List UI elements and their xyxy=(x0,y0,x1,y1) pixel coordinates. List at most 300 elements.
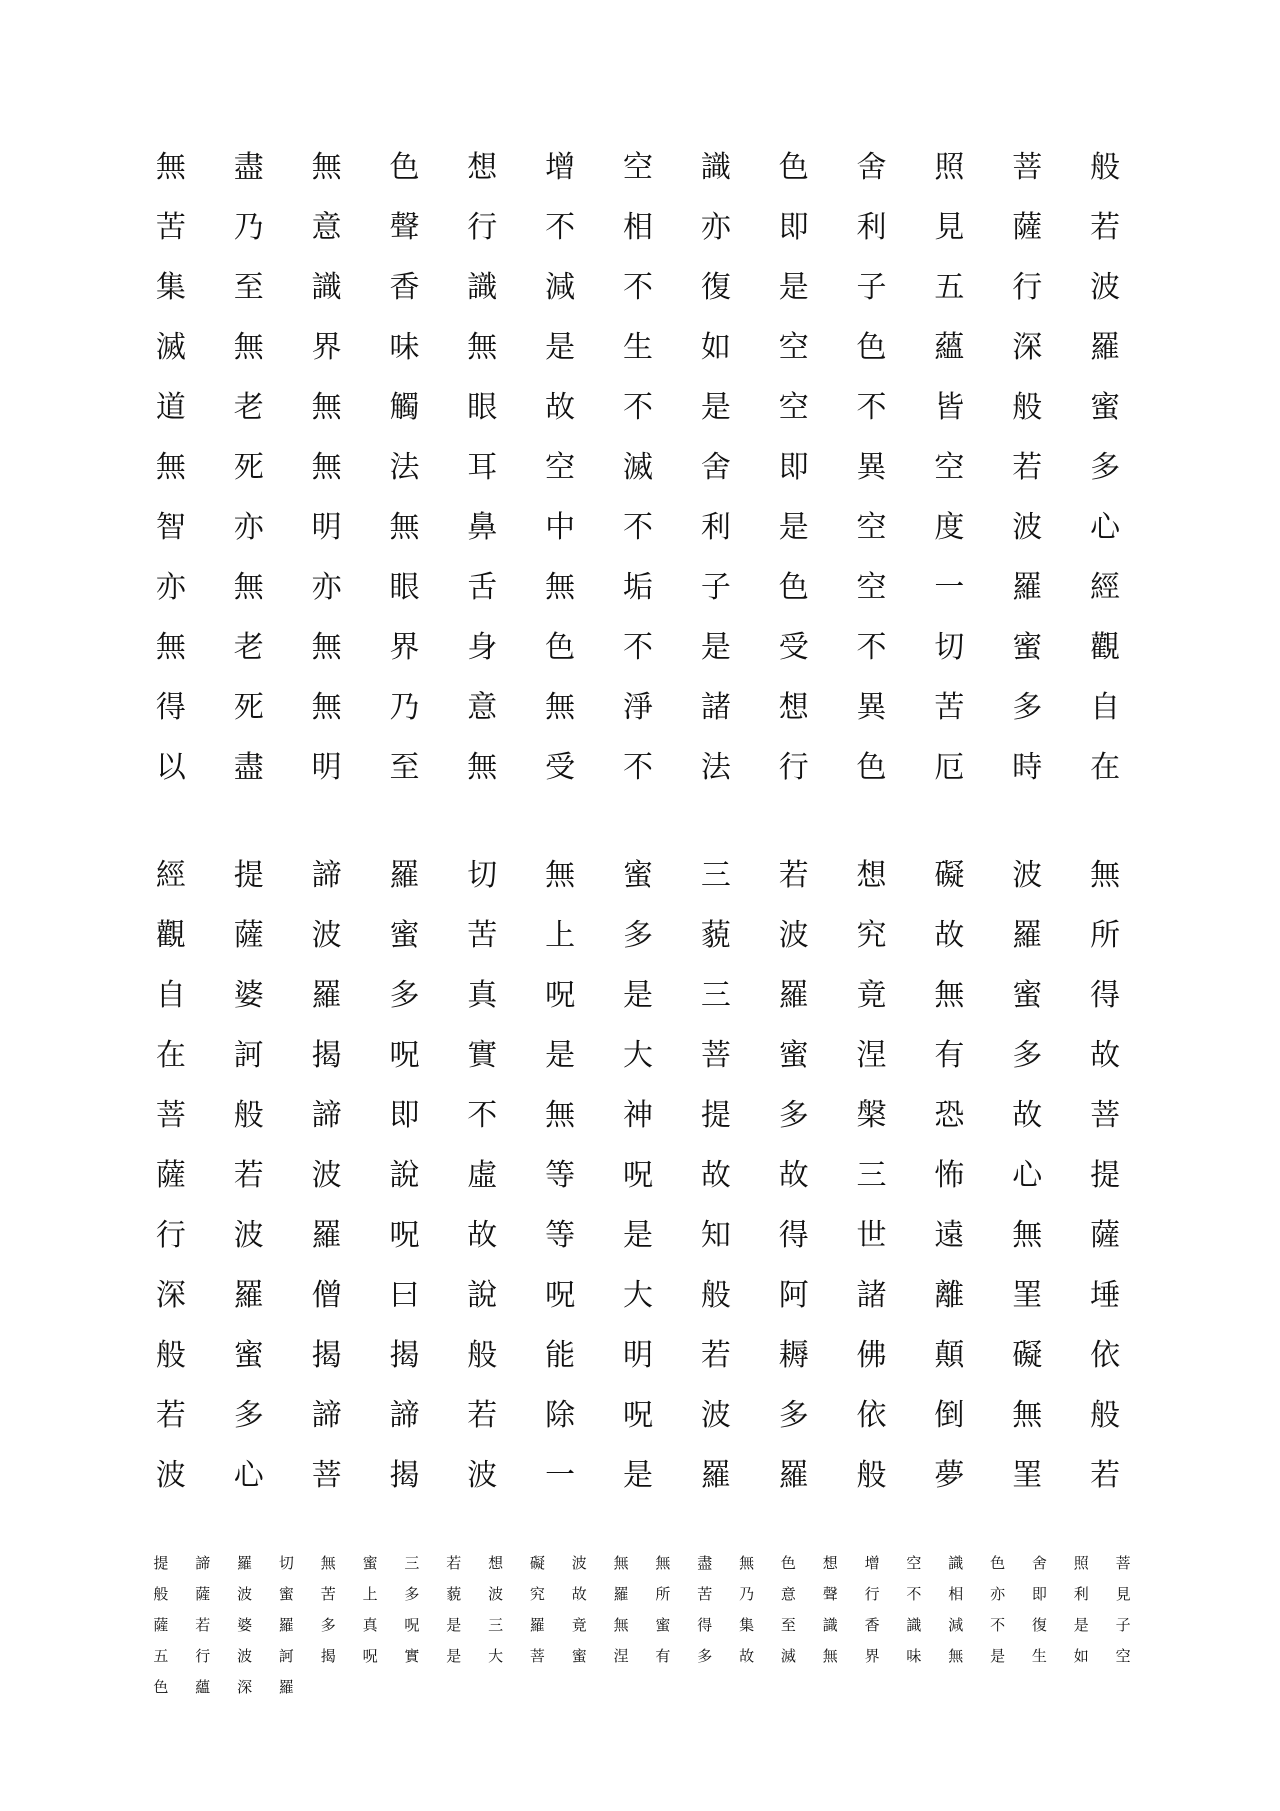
character: 涅 xyxy=(613,1647,629,1665)
character: 明 xyxy=(622,1338,653,1373)
character: 諸 xyxy=(700,690,731,725)
character: 三 xyxy=(404,1554,420,1572)
character: 波 xyxy=(237,1647,253,1665)
character: 無 xyxy=(822,1647,838,1665)
character: 度 xyxy=(934,510,965,545)
character: 實 xyxy=(467,1038,498,1073)
character: 羅 xyxy=(1090,330,1121,365)
character: 波 xyxy=(237,1585,253,1603)
character: 世 xyxy=(856,1218,887,1253)
character: 竟 xyxy=(571,1616,587,1634)
character: 提 xyxy=(1090,1158,1121,1193)
character: 識 xyxy=(311,270,342,305)
character: 空 xyxy=(778,390,809,425)
character: 虛 xyxy=(467,1158,498,1193)
character: 無 xyxy=(155,450,186,485)
character: 無 xyxy=(1090,858,1121,893)
character: 受 xyxy=(778,630,809,665)
character: 無 xyxy=(613,1616,629,1634)
character: 苦 xyxy=(155,210,186,245)
character: 多 xyxy=(778,1398,809,1433)
character: 是 xyxy=(700,630,731,665)
character: 舌 xyxy=(467,570,498,605)
text-grid-small xyxy=(140,1548,1144,1703)
character: 蜜 xyxy=(278,1585,294,1603)
character: 倒 xyxy=(934,1398,965,1433)
character: 識 xyxy=(822,1616,838,1634)
character: 無 xyxy=(311,150,342,185)
character: 蜜 xyxy=(233,1338,264,1373)
character: 盡 xyxy=(697,1554,713,1572)
character: 諦 xyxy=(195,1554,211,1572)
character: 無 xyxy=(1012,1218,1043,1253)
character: 垢 xyxy=(622,570,653,605)
character: 提 xyxy=(153,1554,169,1572)
character: 多 xyxy=(404,1585,420,1603)
character: 增 xyxy=(545,150,576,185)
character: 法 xyxy=(389,450,420,485)
text-grid-large-bottom xyxy=(132,846,1144,1506)
character: 等 xyxy=(545,1158,576,1193)
character: 自 xyxy=(155,978,186,1013)
character: 蜜 xyxy=(1012,630,1043,665)
character: 揭 xyxy=(320,1647,336,1665)
character: 聲 xyxy=(822,1585,838,1603)
character: 色 xyxy=(780,1554,796,1572)
character: 無 xyxy=(545,858,576,893)
character: 有 xyxy=(655,1647,671,1665)
character: 夢 xyxy=(934,1458,965,1493)
character: 無 xyxy=(155,630,186,665)
character: 無 xyxy=(233,330,264,365)
character: 不 xyxy=(622,270,653,305)
character: 得 xyxy=(155,690,186,725)
character: 亦 xyxy=(155,570,186,605)
character: 在 xyxy=(155,1038,186,1073)
character: 見 xyxy=(1115,1585,1131,1603)
character: 波 xyxy=(1012,858,1043,893)
character: 無 xyxy=(739,1554,755,1572)
character: 諦 xyxy=(311,858,342,893)
character: 罣 xyxy=(1012,1458,1043,1493)
character: 故 xyxy=(934,918,965,953)
character: 利 xyxy=(700,510,731,545)
character: 想 xyxy=(488,1554,504,1572)
character: 顛 xyxy=(934,1338,965,1373)
character: 子 xyxy=(1115,1616,1131,1634)
character: 行 xyxy=(864,1585,880,1603)
character: 波 xyxy=(1090,270,1121,305)
character: 知 xyxy=(700,1218,731,1253)
character: 無 xyxy=(311,630,342,665)
character: 切 xyxy=(278,1554,294,1572)
character: 想 xyxy=(822,1554,838,1572)
character: 不 xyxy=(622,750,653,785)
character: 得 xyxy=(697,1616,713,1634)
character: 呪 xyxy=(404,1616,420,1634)
character: 是 xyxy=(700,390,731,425)
character: 乃 xyxy=(389,690,420,725)
character: 色 xyxy=(990,1554,1006,1572)
character: 羅 xyxy=(778,978,809,1013)
character: 想 xyxy=(778,690,809,725)
character: 羅 xyxy=(311,978,342,1013)
character: 照 xyxy=(934,150,965,185)
character: 厄 xyxy=(934,750,965,785)
character: 無 xyxy=(311,390,342,425)
character: 若 xyxy=(155,1398,186,1433)
character: 諸 xyxy=(856,1278,887,1313)
character: 若 xyxy=(233,1158,264,1193)
character: 波 xyxy=(488,1585,504,1603)
character: 所 xyxy=(1090,918,1121,953)
character: 不 xyxy=(545,210,576,245)
character: 諦 xyxy=(311,1398,342,1433)
character: 羅 xyxy=(278,1678,294,1696)
character: 受 xyxy=(545,750,576,785)
character: 空 xyxy=(934,450,965,485)
character: 說 xyxy=(467,1278,498,1313)
character: 僧 xyxy=(311,1278,342,1313)
character: 多 xyxy=(1090,450,1121,485)
character: 般 xyxy=(233,1098,264,1133)
character: 時 xyxy=(1012,750,1043,785)
character: 淨 xyxy=(622,690,653,725)
character: 色 xyxy=(153,1678,169,1696)
character: 等 xyxy=(545,1218,576,1253)
character: 薩 xyxy=(155,1158,186,1193)
character: 礙 xyxy=(934,858,965,893)
character: 老 xyxy=(233,630,264,665)
character: 多 xyxy=(1012,690,1043,725)
character: 除 xyxy=(545,1398,576,1433)
character: 諦 xyxy=(311,1098,342,1133)
character: 子 xyxy=(856,270,887,305)
character: 呪 xyxy=(545,1278,576,1313)
character: 空 xyxy=(1115,1647,1131,1665)
character: 得 xyxy=(1090,978,1121,1013)
character: 蜜 xyxy=(1090,390,1121,425)
character: 提 xyxy=(233,858,264,893)
character: 至 xyxy=(780,1616,796,1634)
character: 色 xyxy=(856,330,887,365)
character: 相 xyxy=(948,1585,964,1603)
character: 盡 xyxy=(233,750,264,785)
character: 苦 xyxy=(467,918,498,953)
character: 若 xyxy=(195,1616,211,1634)
character: 深 xyxy=(155,1278,186,1313)
character: 界 xyxy=(864,1647,880,1665)
character: 心 xyxy=(1090,510,1121,545)
character: 無 xyxy=(545,570,576,605)
character: 蜜 xyxy=(571,1647,587,1665)
character: 增 xyxy=(864,1554,880,1572)
character: 無 xyxy=(655,1554,671,1572)
character: 曰 xyxy=(389,1278,420,1313)
character: 所 xyxy=(655,1585,671,1603)
character: 眼 xyxy=(467,390,498,425)
character: 苦 xyxy=(320,1585,336,1603)
character: 滅 xyxy=(155,330,186,365)
character: 薩 xyxy=(1012,210,1043,245)
character: 訶 xyxy=(278,1647,294,1665)
character: 無 xyxy=(545,1098,576,1133)
character: 蜜 xyxy=(1012,978,1043,1013)
character: 經 xyxy=(1090,570,1121,605)
character: 異 xyxy=(856,450,887,485)
character: 色 xyxy=(389,150,420,185)
character: 竟 xyxy=(856,978,887,1013)
character: 恐 xyxy=(934,1098,965,1133)
character: 行 xyxy=(778,750,809,785)
character: 呪 xyxy=(389,1038,420,1073)
character: 三 xyxy=(700,858,731,893)
character: 行 xyxy=(1012,270,1043,305)
character: 三 xyxy=(488,1616,504,1634)
character: 觀 xyxy=(155,918,186,953)
character: 薩 xyxy=(233,918,264,953)
character: 羅 xyxy=(700,1458,731,1493)
character: 即 xyxy=(778,210,809,245)
character: 色 xyxy=(856,750,887,785)
character: 亦 xyxy=(990,1585,1006,1603)
character: 波 xyxy=(571,1554,587,1572)
character: 苦 xyxy=(934,690,965,725)
character: 減 xyxy=(545,270,576,305)
character: 聲 xyxy=(389,210,420,245)
character: 罣 xyxy=(1012,1278,1043,1313)
character: 利 xyxy=(856,210,887,245)
character: 如 xyxy=(700,330,731,365)
character: 上 xyxy=(545,918,576,953)
character: 蜜 xyxy=(389,918,420,953)
character: 羅 xyxy=(233,1278,264,1313)
character: 波 xyxy=(1012,510,1043,545)
character: 是 xyxy=(545,330,576,365)
character: 般 xyxy=(700,1278,731,1313)
character: 行 xyxy=(155,1218,186,1253)
character: 五 xyxy=(934,270,965,305)
character: 死 xyxy=(233,690,264,725)
character: 菩 xyxy=(155,1098,186,1133)
character: 無 xyxy=(545,690,576,725)
character: 一 xyxy=(545,1458,576,1493)
character: 能 xyxy=(545,1338,576,1373)
character: 薩 xyxy=(1090,1218,1121,1253)
character: 道 xyxy=(155,390,186,425)
character: 中 xyxy=(545,510,576,545)
character: 埵 xyxy=(1090,1278,1121,1313)
char-grid xyxy=(132,846,1144,1506)
character: 若 xyxy=(778,858,809,893)
character: 羅 xyxy=(278,1616,294,1634)
character: 多 xyxy=(778,1098,809,1133)
character: 波 xyxy=(233,1218,264,1253)
character: 大 xyxy=(488,1647,504,1665)
character: 集 xyxy=(155,270,186,305)
character: 即 xyxy=(1031,1585,1047,1603)
character: 乃 xyxy=(739,1585,755,1603)
character: 界 xyxy=(389,630,420,665)
character: 礙 xyxy=(1012,1338,1043,1373)
character: 子 xyxy=(700,570,731,605)
character: 般 xyxy=(155,1338,186,1373)
character: 蜜 xyxy=(362,1554,378,1572)
character: 味 xyxy=(389,330,420,365)
character: 集 xyxy=(739,1616,755,1634)
character: 盡 xyxy=(233,150,264,185)
character: 識 xyxy=(700,150,731,185)
character: 多 xyxy=(697,1647,713,1665)
character: 多 xyxy=(320,1616,336,1634)
character: 亦 xyxy=(700,210,731,245)
character: 無 xyxy=(311,450,342,485)
character: 婆 xyxy=(233,978,264,1013)
character: 觀 xyxy=(1090,630,1121,665)
character: 即 xyxy=(389,1098,420,1133)
character: 故 xyxy=(571,1585,587,1603)
character: 至 xyxy=(233,270,264,305)
character: 揭 xyxy=(389,1458,420,1493)
character: 蘊 xyxy=(195,1678,211,1696)
character: 波 xyxy=(700,1398,731,1433)
character: 不 xyxy=(622,510,653,545)
character: 般 xyxy=(856,1458,887,1493)
character: 意 xyxy=(780,1585,796,1603)
character: 說 xyxy=(389,1158,420,1193)
character: 是 xyxy=(545,1038,576,1073)
character: 眼 xyxy=(389,570,420,605)
character: 空 xyxy=(622,150,653,185)
character: 揭 xyxy=(311,1338,342,1373)
character: 菩 xyxy=(1012,150,1043,185)
character: 多 xyxy=(389,978,420,1013)
character: 蜜 xyxy=(778,1038,809,1073)
character: 無 xyxy=(389,510,420,545)
character: 是 xyxy=(1073,1616,1089,1634)
character: 若 xyxy=(1012,450,1043,485)
character: 般 xyxy=(153,1585,169,1603)
character: 蜜 xyxy=(655,1616,671,1634)
character: 菩 xyxy=(700,1038,731,1073)
character: 法 xyxy=(700,750,731,785)
character: 是 xyxy=(778,270,809,305)
character: 呪 xyxy=(389,1218,420,1253)
character: 心 xyxy=(1012,1158,1043,1193)
character: 滅 xyxy=(622,450,653,485)
character: 般 xyxy=(1012,390,1043,425)
character: 無 xyxy=(467,750,498,785)
character: 多 xyxy=(622,918,653,953)
character: 切 xyxy=(467,858,498,893)
character: 識 xyxy=(948,1554,964,1572)
character: 明 xyxy=(311,750,342,785)
character: 波 xyxy=(155,1458,186,1493)
character: 心 xyxy=(233,1458,264,1493)
character: 真 xyxy=(362,1616,378,1634)
character: 究 xyxy=(529,1585,545,1603)
character: 舍 xyxy=(856,150,887,185)
character: 滅 xyxy=(780,1647,796,1665)
character: 蘊 xyxy=(934,330,965,365)
character: 呪 xyxy=(545,978,576,1013)
character: 是 xyxy=(446,1647,462,1665)
character: 大 xyxy=(622,1278,653,1313)
character: 香 xyxy=(864,1616,880,1634)
character: 呪 xyxy=(622,1398,653,1433)
character: 究 xyxy=(856,918,887,953)
character: 薩 xyxy=(153,1616,169,1634)
character: 在 xyxy=(1090,750,1121,785)
character: 般 xyxy=(1090,1398,1121,1433)
character: 波 xyxy=(311,1158,342,1193)
character: 多 xyxy=(233,1398,264,1433)
character: 是 xyxy=(446,1616,462,1634)
character: 波 xyxy=(778,918,809,953)
character: 故 xyxy=(1012,1098,1043,1133)
character: 智 xyxy=(155,510,186,545)
character: 故 xyxy=(467,1218,498,1253)
char-grid xyxy=(140,1548,1144,1703)
character: 羅 xyxy=(529,1616,545,1634)
character: 羅 xyxy=(778,1458,809,1493)
character: 亦 xyxy=(233,510,264,545)
character: 故 xyxy=(700,1158,731,1193)
character: 阿 xyxy=(778,1278,809,1313)
character: 故 xyxy=(739,1647,755,1665)
character: 空 xyxy=(856,510,887,545)
character: 無 xyxy=(1012,1398,1043,1433)
character: 上 xyxy=(362,1585,378,1603)
character: 依 xyxy=(856,1398,887,1433)
character: 羅 xyxy=(237,1554,253,1572)
character: 故 xyxy=(545,390,576,425)
character: 無 xyxy=(613,1554,629,1572)
character: 菩 xyxy=(529,1647,545,1665)
character: 是 xyxy=(990,1647,1006,1665)
character: 經 xyxy=(155,858,186,893)
character: 以 xyxy=(155,750,186,785)
character: 羅 xyxy=(311,1218,342,1253)
character: 味 xyxy=(906,1647,922,1665)
character: 如 xyxy=(1073,1647,1089,1665)
character: 佛 xyxy=(856,1338,887,1373)
character: 蜜 xyxy=(622,858,653,893)
character: 呪 xyxy=(362,1647,378,1665)
character: 是 xyxy=(622,1458,653,1493)
character: 波 xyxy=(467,1458,498,1493)
character: 波 xyxy=(311,918,342,953)
character: 無 xyxy=(233,570,264,605)
character: 不 xyxy=(906,1585,922,1603)
character: 得 xyxy=(778,1218,809,1253)
character: 羅 xyxy=(613,1585,629,1603)
character: 涅 xyxy=(856,1038,887,1073)
character: 般 xyxy=(1090,150,1121,185)
character: 提 xyxy=(700,1098,731,1133)
character: 界 xyxy=(311,330,342,365)
character: 深 xyxy=(1012,330,1043,365)
character: 觸 xyxy=(389,390,420,425)
character: 若 xyxy=(1090,210,1121,245)
character: 藐 xyxy=(446,1585,462,1603)
character: 無 xyxy=(311,690,342,725)
character: 利 xyxy=(1073,1585,1089,1603)
character: 真 xyxy=(467,978,498,1013)
character: 若 xyxy=(1090,1458,1121,1493)
character: 揭 xyxy=(389,1338,420,1373)
character: 深 xyxy=(237,1678,253,1696)
